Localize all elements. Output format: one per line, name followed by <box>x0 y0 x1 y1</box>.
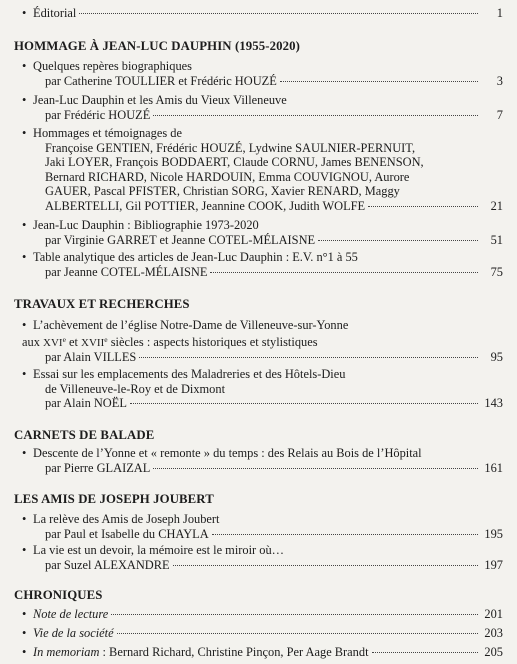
century-numeral: XVI <box>43 336 63 349</box>
section-heading-amis-joubert: LES AMIS DE JOSEPH JOUBERT <box>14 492 214 506</box>
dot-leader <box>111 614 478 615</box>
section-heading-chroniques: CHRONIQUES <box>14 588 103 602</box>
entry-title: Hommages et témoignages de <box>33 126 182 140</box>
toc-entry-vie-societe[interactable] <box>22 626 503 641</box>
entry-title: Note de lecture <box>33 607 109 621</box>
entry-byline: par Paul et Isabelle du CHAYLA <box>45 526 209 541</box>
dot-leader <box>139 357 478 358</box>
page-number: 7 <box>496 107 503 122</box>
bullet: • <box>22 93 27 107</box>
bullet: • <box>22 318 27 332</box>
entry-title: La vie est un devoir, la mémoire est le miroir où… <box>33 543 285 557</box>
entry-title: Quelques repères biographiques <box>33 59 192 73</box>
bullet: • <box>22 126 27 140</box>
entry-title: Jean-Luc Dauphin et les Amis du Vieux Villeneuve <box>33 93 287 107</box>
entry-byline: GAUER, Pascal PFISTER, Christian SORG, Xavier RENARD, Maggy <box>45 184 400 199</box>
text-segment: et <box>65 334 82 349</box>
superscript: e <box>104 334 108 344</box>
dot-leader <box>280 81 478 82</box>
superscript: e <box>62 334 66 344</box>
bullet: • <box>22 218 27 232</box>
page-number: 203 <box>484 626 503 640</box>
entry-title: Vie de la société <box>33 626 114 640</box>
toc-entry-reperes[interactable] <box>22 59 503 88</box>
page-number: 161 <box>484 460 503 475</box>
dot-leader <box>212 534 478 535</box>
entry-title-continued <box>22 333 318 351</box>
toc-entry-note-lecture[interactable] <box>22 607 503 622</box>
entry-byline: par Jeanne COTEL-MÉLAISNE <box>45 264 208 279</box>
dot-leader <box>153 468 478 469</box>
text-segment: siècles : aspects historiques et stylistiques <box>107 334 318 349</box>
bullet: • <box>22 59 27 73</box>
section-heading-travaux: TRAVAUX ET RECHERCHES <box>14 297 190 311</box>
bullet: • <box>22 446 27 460</box>
dot-leader <box>210 272 478 273</box>
entry-title: Essai sur les emplacements des Maladreries et des Hôtels-Dieu <box>33 367 346 381</box>
entry-byline: par Catherine TOULLIER et Frédéric HOUZÉ <box>45 73 277 88</box>
bullet: • <box>22 626 27 640</box>
dot-leader <box>153 115 478 116</box>
entry-byline: par Alain NOËL <box>45 396 127 411</box>
page-number: 95 <box>490 350 503 365</box>
dot-leader <box>368 206 478 207</box>
entry-title: Descente de l’Yonne et « remonte » du temps : des Relais au Bois de l’Hôpital <box>33 446 422 460</box>
entry-title: Table analytique des articles de Jean-Luc Dauphin : E.V. n°1 à 55 <box>33 250 358 264</box>
entry-byline: par Pierre GLAIZAL <box>45 460 151 475</box>
entry-byline: Jaki LOYER, François BODDAERT, Claude CORNU, James BENENSON, <box>45 155 424 170</box>
toc-entry-amis-vieux-villeneuve[interactable] <box>22 93 503 122</box>
page-number: 197 <box>484 557 503 572</box>
page-number: 205 <box>484 645 503 659</box>
entry-byline: Françoise GENTIEN, Frédéric HOUZÉ, Lydwine SAULNIER-PERNUIT, <box>45 140 416 155</box>
toc-entry-bibliographie[interactable] <box>22 218 503 247</box>
page-number: 51 <box>490 232 503 247</box>
entry-byline: ALBERTELLI, Gil POTTIER, Jeannine COOK, Judith WOLFE <box>45 198 366 213</box>
toc-entry-devoir[interactable] <box>22 543 503 572</box>
dot-leader <box>79 13 478 14</box>
toc-entry-descente[interactable] <box>22 446 503 475</box>
bullet: • <box>22 607 27 621</box>
dot-leader <box>318 240 478 241</box>
entry-label: In memoriam <box>33 645 100 659</box>
century-numeral: XVII <box>81 336 105 349</box>
dot-leader <box>173 565 478 566</box>
bullet: • <box>22 543 27 557</box>
entry-title <box>33 645 369 660</box>
entry-byline: par Virginie GARRET et Jeanne COTEL-MÉLAISNE <box>45 232 316 247</box>
entry-title: Jean-Luc Dauphin : Bibliographie 1973-2020 <box>33 218 259 232</box>
bullet: • <box>22 512 27 526</box>
page-number: 201 <box>484 607 503 621</box>
toc-entry-editorial[interactable] <box>22 6 503 21</box>
page-number: 1 <box>496 6 503 20</box>
dot-leader <box>372 652 478 653</box>
toc-entry-temoignages[interactable] <box>22 126 503 214</box>
section-heading-carnets: CARNETS DE BALADE <box>14 428 155 442</box>
entry-names: : Bernard Richard, Christine Pinçon, Per Aage Brandt <box>99 645 369 659</box>
dot-leader <box>130 403 478 404</box>
entry-byline: par Suzel ALEXANDRE <box>45 557 170 572</box>
text-segment: aux <box>22 334 43 349</box>
entry-byline: Bernard RICHARD, Nicole HARDOUIN, Emma COUVIGNOU, Aurore <box>45 169 410 184</box>
bullet: • <box>22 250 27 264</box>
bullet: • <box>22 367 27 381</box>
bullet: • <box>22 645 27 659</box>
section-heading-hommage: HOMMAGE À JEAN-LUC DAUPHIN (1955-2020) <box>14 39 301 53</box>
entry-title-continued: de Villeneuve-le-Roy et de Dixmont <box>45 381 226 396</box>
entry-title: La relève des Amis de Joseph Joubert <box>33 512 220 526</box>
entry-byline: par Alain VILLES <box>45 350 137 365</box>
entry-byline: par Frédéric HOUZÉ <box>45 107 151 122</box>
page-number: 21 <box>490 198 503 213</box>
dot-leader <box>117 633 478 634</box>
toc-entry-eglise[interactable] <box>22 318 503 365</box>
toc-entry-in-memoriam[interactable] <box>22 645 503 660</box>
bullet: • <box>22 6 27 20</box>
page-number: 143 <box>484 396 503 411</box>
toc-entry-table-analytique[interactable] <box>22 250 503 279</box>
entry-title: L’achèvement de l’église Notre-Dame de Villeneuve-sur-Yonne <box>33 318 349 332</box>
page-number: 3 <box>496 73 503 88</box>
page-number: 195 <box>484 526 503 541</box>
toc-entry-maladreries[interactable] <box>22 367 503 411</box>
page-number: 75 <box>490 264 503 279</box>
toc-entry-releve[interactable] <box>22 512 503 541</box>
entry-title: Éditorial <box>33 6 77 20</box>
